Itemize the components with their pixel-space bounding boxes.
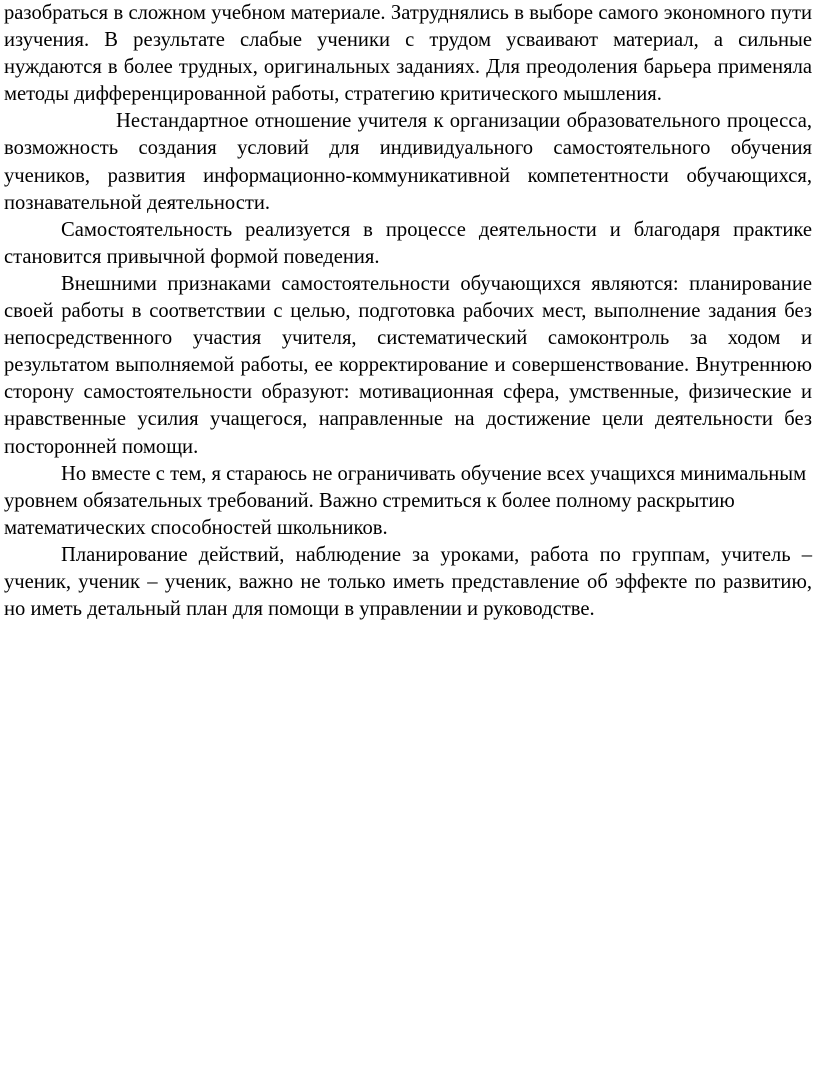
paragraph-requirements: Но вместе с тем, я стараюсь не ограничивать обучение всех учащихся минимальным уровнем обязательных требований. Важно стремиться к более полному раскрытию математических способностей школьников. [4,462,807,539]
paragraph-independence-practice: Самостоятельность реализуется в процессе деятельности и благодаря практике становится привычной формой поведения. [4,218,812,268]
paragraph-nonstandard-approach: Нестандартное отношение учителя к организации образовательного процесса, возможность создания условий для индивидуального самостоятельного обучения учеников, развития информационно-коммуникативной компетентности обучающихся, познавательной деятельности. [4,110,812,214]
paragraph-independence-signs: Внешними признаками самостоятельности обучающихся являются: планирование своей работы в соответствии с целью, подготовка рабочих мест, выполнение задания без непосредственного участия учителя, систематический самоконтроль за ходом и результатом выполняемой работы, ее корректирование и совершенствование. Внутреннюю сторону самостоятельности образуют: мотивационная сфера, умственные, физические и нравственные усилия учащегося, направленные на достижение цели деятельности без посторонней помощи. [4,272,812,458]
paragraph-planning: Планирование действий, наблюдение за уроками, работа по группам, учитель – ученик, ученик – ученик, важно не только иметь представление об эффекте по развитию, но иметь детальный план для помощи в управлении и руководстве. [4,543,812,621]
paragraph-barrier-methods: разобраться в сложном учебном материале. Затруднялись в выборе самого экономного пути изучения. В результате слабые ученики с трудом усваивают материал, а сильные нуждаются в более трудных, оригинальных заданиях. Для преодоления барьера применяла методы дифференцированной работы, стратегию критического мышления. [4,2,812,106]
document-page [4,0,812,623]
